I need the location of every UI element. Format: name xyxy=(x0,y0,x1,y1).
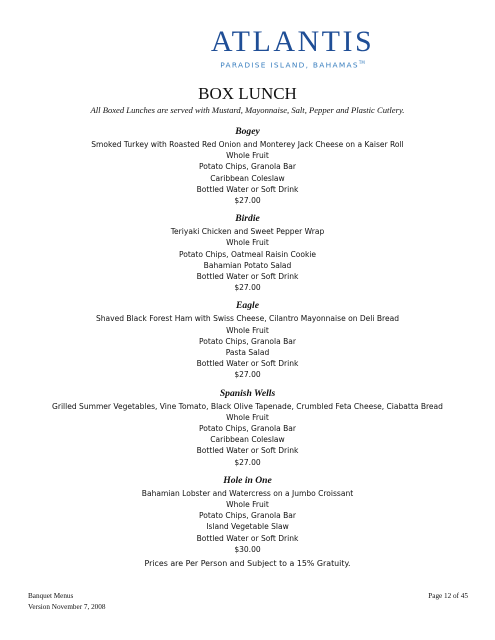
menu-item-price: $30.00 xyxy=(234,544,261,554)
menu-item-snack: Potato Chips, Granola Bar xyxy=(199,511,296,521)
logo-tagline-text: PARADISE ISLAND, BAHAMAS xyxy=(220,60,359,70)
menu-item-fruit: Whole Fruit xyxy=(226,500,269,510)
menu-item-drink: Bottled Water or Soft Drink xyxy=(196,359,299,369)
menu-item-drink: Bottled Water or Soft Drink xyxy=(196,272,299,282)
menu-item-side: Caribbean Coleslaw xyxy=(210,173,285,183)
menu-item-snack: Potato Chips, Granola Bar xyxy=(199,424,296,434)
menu-item-snack: Potato Chips, Granola Bar xyxy=(199,336,296,346)
menu-item-fruit: Whole Fruit xyxy=(226,412,269,422)
menu-section-spanish-wells xyxy=(0,386,495,468)
menu-item-main: Shaved Black Forest Ham with Swiss Cheese, Cilantro Mayonnaise on Deli Bread xyxy=(95,314,400,324)
gratuity-note: Prices are Per Person and Subject to a 15% Gratuity. xyxy=(144,559,351,568)
menu-item-snack: Potato Chips, Granola Bar xyxy=(199,162,296,172)
logo-tagline xyxy=(90,58,495,70)
menu-item-main: Smoked Turkey with Roasted Red Onion and Monterey Jack Cheese on a Kaiser Roll xyxy=(91,140,404,149)
section-name: Bogey xyxy=(235,126,260,137)
service-note: All Boxed Lunches are served with Mustard, Mayonnaise, Salt, Pepper and Plastic Cutlery. xyxy=(90,105,405,115)
menu-item-main: Bahamian Lobster and Watercress on a Jumbo Croissant xyxy=(141,488,354,498)
menu-item-drink: Bottled Water or Soft Drink xyxy=(196,184,299,194)
menu-item-side: Bahamian Potato Salad xyxy=(203,260,292,270)
menu-item-fruit: Whole Fruit xyxy=(226,325,269,335)
menu-item-side: Pasta Salad xyxy=(225,348,270,358)
atlantis-logo xyxy=(0,26,495,70)
menu-section-birdie xyxy=(0,211,495,293)
page-title: BOX LUNCH xyxy=(198,84,297,103)
footer-left xyxy=(28,591,105,613)
menu-section-bogey xyxy=(0,124,495,206)
menu-section-hole-in-one xyxy=(0,473,495,555)
menu-item-fruit: Whole Fruit xyxy=(226,238,269,248)
document-name: Banquet Menus xyxy=(28,592,74,600)
menu-item-price: $27.00 xyxy=(234,283,261,293)
page-number: Page 12 of 45 xyxy=(428,592,468,600)
logo-trademark: TM xyxy=(358,60,365,65)
menu-item-side: Caribbean Coleslaw xyxy=(210,435,285,445)
section-name: Birdie xyxy=(235,213,260,225)
menu-item-fruit: Whole Fruit xyxy=(226,151,269,161)
menu-item-main: Grilled Summer Vegetables, Vine Tomato, Black Olive Tapenade, Crumbled Feta Cheese, Ciabatta Bread xyxy=(52,401,443,411)
menu-list xyxy=(0,124,495,560)
menu-item-snack: Potato Chips, Oatmeal Raisin Cookie xyxy=(178,249,317,259)
menu-item-price: $27.00 xyxy=(234,196,261,206)
version-date: Version November 7, 2008 xyxy=(28,603,106,611)
menu-item-side: Island Vegetable Slaw xyxy=(206,522,289,532)
menu-section-eagle xyxy=(0,298,495,380)
menu-item-price: $27.00 xyxy=(234,457,261,467)
logo-name: ATLANTIS xyxy=(210,25,375,58)
menu-item-drink: Bottled Water or Soft Drink xyxy=(196,446,299,456)
menu-item-main: Teriyaki Chicken and Sweet Pepper Wrap xyxy=(170,227,325,237)
section-name: Eagle xyxy=(236,300,259,312)
menu-item-drink: Bottled Water or Soft Drink xyxy=(196,533,299,543)
section-name: Spanish Wells xyxy=(219,387,276,399)
section-name: Hole in One xyxy=(223,474,272,486)
menu-item-price: $27.00 xyxy=(234,370,261,380)
